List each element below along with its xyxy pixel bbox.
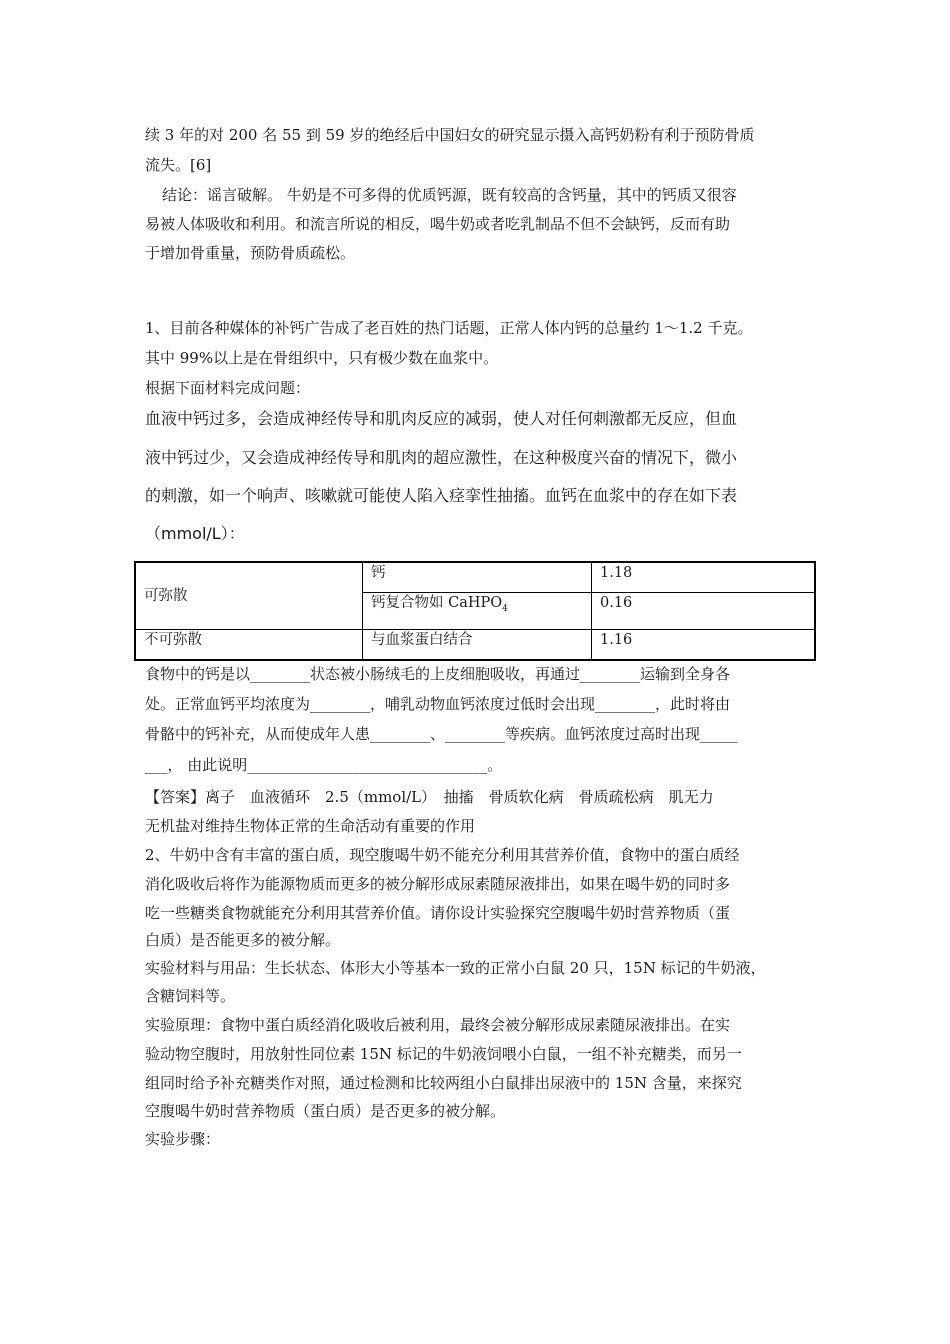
question-2-line-4: 白质）是否能更多的被分解。 [145,931,341,949]
conclusion-line-3: 于增加骨重量，预防骨质疏松。 [145,244,356,262]
calcium-table [134,561,816,661]
fill-blank-line-2: 处。正常血钙平均浓度为________，哺乳动物血钙浓度过低时会出现________，此时将由 [145,695,731,713]
value-cell: 1.18 [592,562,816,592]
fill-blank-line-4: ___， 由此说明________________________________。 [145,756,503,774]
intro-line-2: 流失。[6] [145,156,212,174]
form-cell: 与血浆蛋白结合 [363,630,592,660]
principle-line-2: 验动物空腹时，用放射性同位素 15N 标记的牛奶液饲喂小白鼠，一组不补充糖类，而另一 [145,1045,742,1063]
materials-line-2: 含糖饲料等。 [145,987,236,1005]
table-row [135,630,815,660]
question-1-line-1: 1、目前各种媒体的补钙广告成了老百姓的热门话题，正常人体内钙的总量约 1～1.2 千克。 [145,319,753,337]
value-cell: 0.16 [592,592,816,630]
question-1-line-2: 其中 99%以上是在骨组织中，只有极少数在血浆中。 [145,349,499,367]
question-1-line-3: 根据下面材料完成问题： [145,379,311,397]
material-line-2: 液中钙过少，又会造成神经传导和肌肉的超应激性，在这种极度兴奋的情况下，微小 [145,448,738,467]
form-cell: 钙复合物如 CaHPO$_4$ [363,592,592,630]
diffusible-cell: 可弥散 [135,562,363,630]
material-line-1: 血液中钙过多，会造成神经传导和肌肉反应的减弱，使人对任何刺激都无反应，但血 [145,409,738,428]
steps-heading: 实验步骤： [145,1130,221,1148]
principle-line-1: 实验原理：食物中蛋白质经消化吸收后被利用，最终会被分解形成尿素随尿液排出。在实 [145,1016,731,1034]
question-2-line-2: 消化吸收后将作为能源物质而更多的被分解形成尿素随尿液排出，如果在喝牛奶的同时多 [145,875,731,893]
answer-line-1: 【答案】离子 血液循环 2.5（mmol/L） 抽搐 骨质软化病 骨质疏松病 肌无力 [145,788,714,806]
table-row [135,562,815,592]
nondiffusible-cell: 不可弥散 [135,630,363,660]
value-cell: 1.16 [592,630,816,660]
principle-line-3: 组同时给予补充糖类作对照，通过检测和比较两组小白鼠排出尿液中的 15N 含量，来探究 [145,1074,742,1092]
materials-line-1: 实验材料与用品：生长状态、体形大小等基本一致的正常小白鼠 20 只，15N 标记的牛奶液， [145,959,766,977]
question-2-line-1: 2、牛奶中含有丰富的蛋白质，现空腹喝牛奶不能充分利用其营养价值，食物中的蛋白质经 [145,846,740,864]
intro-line-1: 续 3 年的对 200 名 55 到 59 岁的绝经后中国妇女的研究显示摄入高钙奶粉有利于预防骨质 [145,126,755,144]
principle-line-4: 空腹喝牛奶时营养物质（蛋白质）是否更多的被分解。 [145,1102,506,1120]
conclusion-line-1: 结论：谣言破解。 牛奶是不可多得的优质钙源，既有较高的含钙量，其中的钙质又很容 [162,186,737,204]
form-cell: 钙 [363,562,592,592]
fill-blank-line-1: 食物中的钙是以________状态被小肠绒毛的上皮细胞吸收，再通过________运输到全身各 [145,665,731,683]
conclusion-line-2: 易被人体吸收和利用。和流言所说的相反，喝牛奶或者吃乳制品不但不会缺钙，反而有助 [145,215,731,233]
question-2-line-3: 吃一些糖类食物就能充分利用其营养价值。请你设计实验探究空腹喝牛奶时营养物质（蛋 [145,904,731,922]
answer-line-2: 无机盐对维持生物体正常的生命活动有重要的作用 [145,817,476,835]
material-line-4: （mmol/L）： [145,524,245,543]
material-line-3: 的刺激，如一个响声、咳嗽就可能使人陷入痉挛性抽搐。血钙在血浆中的存在如下表 [145,486,738,505]
fill-blank-line-3: 骨骼中的钙补充，从而使成年人患________、________等疾病。血钙浓度过高时出现_____ [145,725,738,743]
